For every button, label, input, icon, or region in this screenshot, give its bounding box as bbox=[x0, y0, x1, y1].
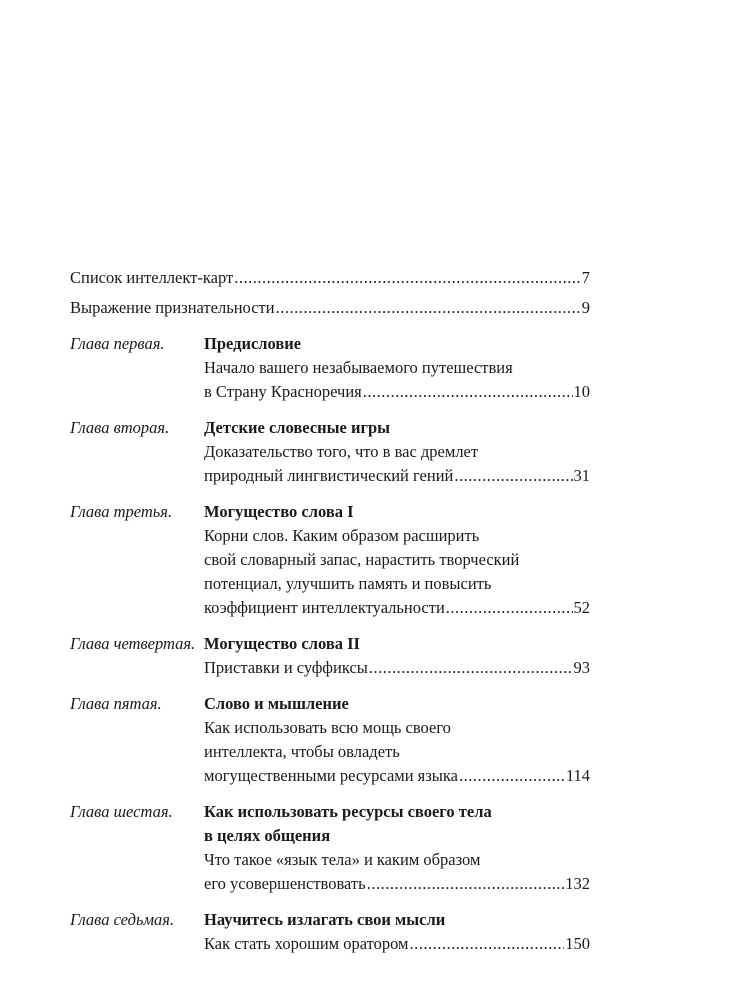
chapter-description: интеллекта, чтобы овладеть bbox=[204, 742, 400, 761]
leader-dots bbox=[454, 464, 572, 488]
chapter-body bbox=[204, 908, 590, 956]
chapter-description: Доказательство того, что в вас дремлет bbox=[204, 442, 479, 461]
chapter-label: Глава седьмая. bbox=[70, 910, 175, 929]
chapter-last-line bbox=[204, 872, 590, 896]
chapter-entry bbox=[70, 500, 590, 620]
chapter-body bbox=[204, 632, 590, 680]
chapter-last-line bbox=[204, 464, 590, 488]
chapter-entry bbox=[70, 692, 590, 788]
chapter-title: Предисловие bbox=[204, 334, 302, 353]
leader-dots bbox=[276, 296, 581, 320]
chapter-description: коэффициент интеллектуальности bbox=[204, 598, 445, 617]
chapter-title: Могущество слова II bbox=[204, 634, 360, 653]
toc-entry-title: Список интеллект-карт bbox=[70, 268, 234, 287]
chapter-body bbox=[204, 416, 590, 488]
chapter-label: Глава третья. bbox=[70, 502, 173, 521]
toc-entry-page: 9 bbox=[581, 298, 590, 317]
leader-dots bbox=[367, 872, 565, 896]
chapter-page: 114 bbox=[565, 766, 590, 785]
chapter-body bbox=[204, 692, 590, 788]
chapter-body bbox=[204, 800, 590, 896]
leader-dots bbox=[369, 656, 573, 680]
chapter-label: Глава пятая. bbox=[70, 694, 162, 713]
chapter-last-line bbox=[204, 380, 590, 404]
chapter-last-line bbox=[204, 764, 590, 788]
chapter-title: Как использовать ресурсы своего тела bbox=[204, 802, 492, 821]
chapter-entry bbox=[70, 332, 590, 404]
chapter-page: 132 bbox=[565, 874, 590, 893]
chapter-label: Глава четвертая. bbox=[70, 634, 196, 653]
chapter-page: 31 bbox=[573, 466, 590, 485]
chapter-description: Начало вашего незабываемого путешествия bbox=[204, 358, 513, 377]
chapter-description: Корни слов. Каким образом расширить bbox=[204, 526, 480, 545]
chapter-title: Могущество слова I bbox=[204, 502, 354, 521]
chapter-body bbox=[204, 500, 590, 620]
leader-dots bbox=[234, 266, 581, 290]
chapter-last-line bbox=[204, 656, 590, 680]
chapter-description: Приставки и суффиксы bbox=[204, 658, 368, 677]
chapter-description: Что такое «язык тела» и каким образом bbox=[204, 850, 481, 869]
chapter-title: Детские словесные игры bbox=[204, 418, 391, 437]
chapter-description: природный лингвистический гений bbox=[204, 466, 454, 485]
chapter-description: потенциал, улучшить память и повысить bbox=[204, 574, 492, 593]
chapter-title: Научитесь излагать свои мысли bbox=[204, 910, 446, 929]
chapter-description: могущественными ресурсами языка bbox=[204, 766, 458, 785]
chapter-last-line bbox=[204, 596, 590, 620]
table-of-contents bbox=[70, 266, 590, 956]
chapter-description: свой словарный запас, нарастить творческий bbox=[204, 550, 520, 569]
chapter-page: 52 bbox=[573, 598, 590, 617]
chapter-page: 150 bbox=[565, 934, 590, 953]
chapter-body bbox=[204, 332, 590, 404]
chapter-entry bbox=[70, 416, 590, 488]
chapter-entry bbox=[70, 908, 590, 956]
chapter-last-line bbox=[204, 932, 590, 956]
leader-dots bbox=[410, 932, 565, 956]
toc-entry bbox=[70, 296, 590, 320]
chapter-page: 10 bbox=[573, 382, 590, 401]
chapter-label: Глава первая. bbox=[70, 334, 165, 353]
chapter-title: в целях общения bbox=[204, 826, 331, 845]
toc-entry-title: Выражение признательности bbox=[70, 298, 275, 317]
toc-entry bbox=[70, 266, 590, 290]
chapter-description: Как стать хорошим оратором bbox=[204, 934, 409, 953]
leader-dots bbox=[446, 596, 573, 620]
chapter-entry bbox=[70, 800, 590, 896]
chapter-description: в Страну Красноречия bbox=[204, 382, 362, 401]
chapter-page: 93 bbox=[573, 658, 590, 677]
leader-dots bbox=[459, 764, 565, 788]
chapter-description: его усовершенствовать bbox=[204, 874, 366, 893]
chapter-title: Слово и мышление bbox=[204, 694, 349, 713]
chapter-label: Глава вторая. bbox=[70, 418, 170, 437]
leader-dots bbox=[363, 380, 573, 404]
toc-entry-page: 7 bbox=[581, 268, 590, 287]
chapter-entry bbox=[70, 632, 590, 680]
chapter-description: Как использовать всю мощь своего bbox=[204, 718, 451, 737]
chapter-label: Глава шестая. bbox=[70, 802, 173, 821]
